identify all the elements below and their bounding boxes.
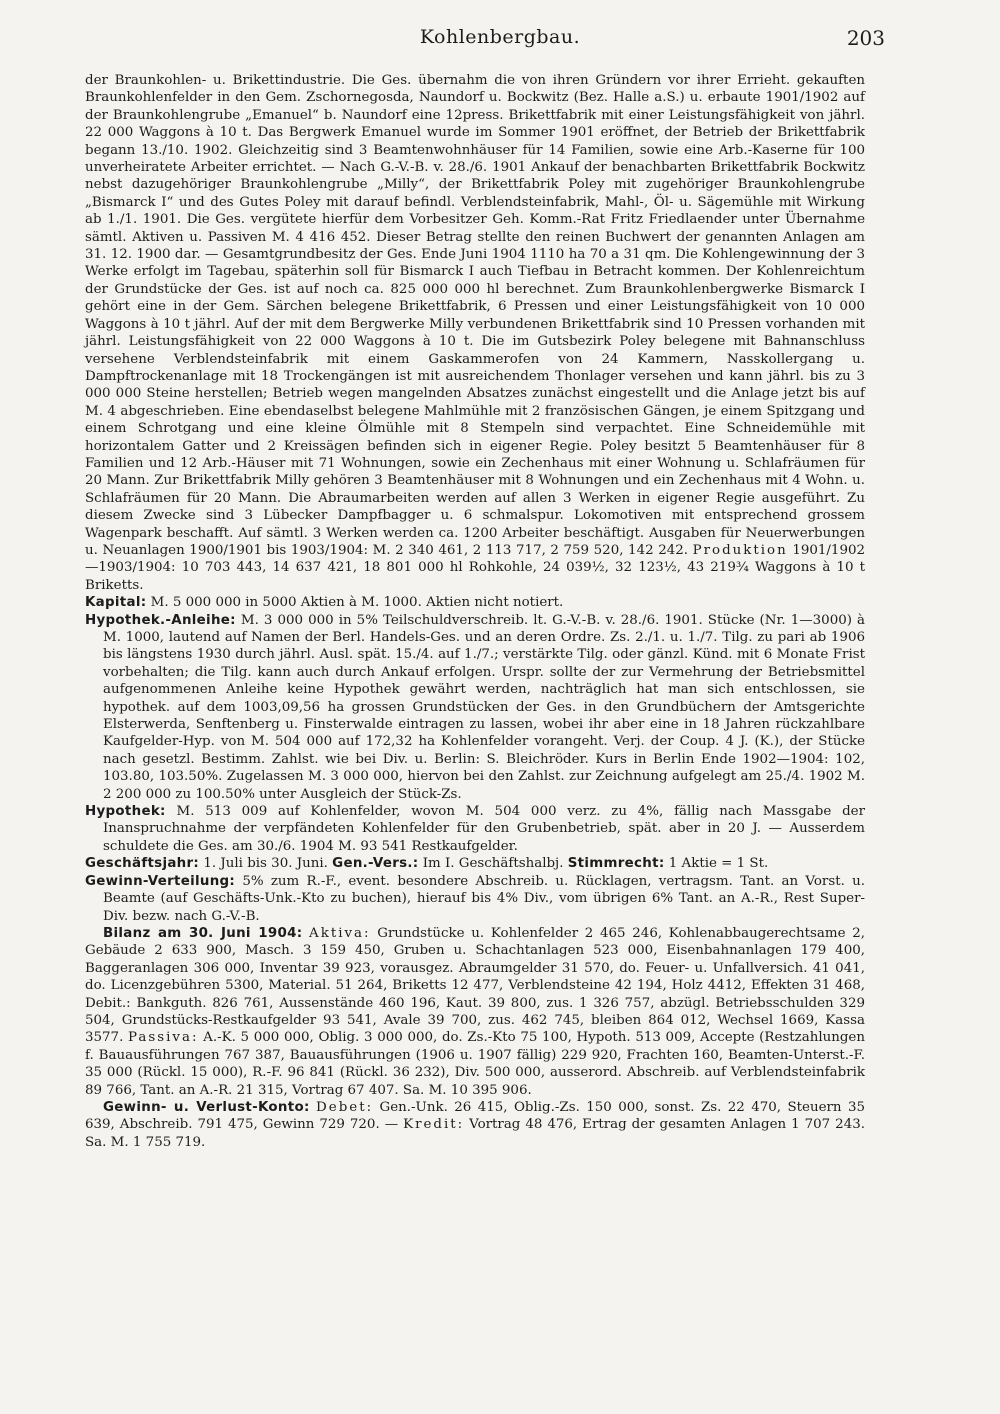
anleihe-label: Hypothek.-Anleihe: <box>85 612 236 628</box>
kredit-text: Vortrag 48 476, Ertrag der gesamten Anlagen 1 707 243. Sa. M. 1 755 719. <box>85 1117 865 1150</box>
production-text: 1901/1902—1903/1904: 10 703 443, 14 637 421, 18 801 000 hl Rohkohle, 24 039½, 32 123½, 43 219¾ Waggons à 10 t Briketts. <box>85 542 866 593</box>
passiva-label: Passiva: <box>128 1030 199 1046</box>
gen-vers-text: Im I. Geschäftshalbj. <box>422 856 564 872</box>
gen-vers-label: Gen.-Vers.: <box>332 856 419 872</box>
anleihe-text: M. 3 000 000 in 5% Teilschuldverschreib. lt. G.-V.-B. v. 28./6. 1901. Stücke (Nr. 1—3000) à M. 1000, lautend auf Namen der Berl. Handels-Ges. und an deren Ordre. Zs. 2./1. u. 1./7. Tilg. zu pari ab 1906 bis längstens 1930 durch jährl. Ausl. spät. 15./4. auf 1./7.; verstärkte Tilg. oder gänzl. Künd. mit 6 Monate Frist vorbehalten; die Tilg. kann auch durch Ankauf erfolgen. Urspr. sollte der zur Vermehrung der Betriebsmittel aufgenommenen Anleihe keine Hypothek gewährt werden, nachträglich hat man sich entschlossen, sie hypothek. auf dem 1003,09,56 ha grossen Grundstücken der Ges. in den Grundbüchern der Amtsgerichte Elsterwerda, Senftenberg u. Finsterwalde eintragen zu lassen, wobei ihr aber eine in 18 Jahren rückzahlbare Kaufgelder-Hyp. von M. 504 000 auf 172,32 ha Kohlenfelder vorangeht. Verj. der Coup. 4 J. (K.), der Stücke nach gesetzl. Bestimm. Zahlst. wie bei Div. u. Berlin: S. Bleichröder. Kurs in Berlin Ende 1902—1904: 102, 103.80, 103.50%. Zugelassen M. 3 000 000, hiervon bei den Zahlst. zur Zeichnung aufgelegt am 25./4. 1902 M. 2 200 000 zu 100.50% unter Ausgleich der Stück-Zs. <box>103 612 865 802</box>
geschaeftsjahr-section <box>85 855 865 872</box>
aktiva-text: Grundstücke u. Kohlenfelder 2 465 246, Kohlenabbaugerechtsame 2, Gebäude 2 633 900, Masch. 3 159 450, Gruben u. Schachtanlagen 523 000, Eisenbahnanlagen 179 400, Baggeranlagen 306 000, Inventar 39 923, vorausgez. Abraumgelder 31 570, do. Feuer- u. Unfallversich. 41 041, do. Licenzgebühren 5300, Material. 51 264, Briketts 12 477, Verblendsteine 42 194, Holz 4412, Effekten 31 468, Debit.: Bankguth. 826 761, Aussenstände 460 196, Kaut. 39 800, zus. 1 326 757, abzügl. Betriebsschulden 329 504, Grundstücks-Restkaufgelder 93 541, Avale 39 700, zus. 462 745, bleiben 864 012, Wechsel 1669, Kassa 3577. <box>85 925 865 1046</box>
hypothek-label: Hypothek: <box>85 804 166 820</box>
kapital-section <box>85 594 865 611</box>
aktiva-label: Aktiva: <box>309 925 371 941</box>
company-history-paragraph <box>85 72 865 594</box>
hypothek-section <box>85 803 865 855</box>
history-text: der Braunkohlen- u. Brikettindustrie. Die Ges. übernahm die von ihren Gründern vor ihrer Errieht. gekauften Braunkohlenfelder in den Gem. Zschornegosda, Naundorf u. Bockwitz (Bez. Halle a.S.) u. erbaute 1901/1902 auf der Braunkohlengrube „Emanuel“ b. Naundorf eine 12press. Brikettfabrik mit einer Leistungsfähigkeit von jährl. 22 000 Waggons à 10 t. Das Bergwerk Emanuel wurde im Sommer 1901 eröffnet, der Betrieb der Brikettfabrik begann 13./10. 1902. Gleichzeitig sind 3 Beamtenwohnhäuser für 14 Familien, sowie eine Arb.-Kaserne für 100 unverheiratete Arbeiter errichtet. — Nach G.-V.-B. v. 28./6. 1901 Ankauf der benachbarten Brikettfabrik Bockwitz nebst dazugehöriger Braunkohlengrube „Milly“, der Brikettfabrik Poley mit zugehöriger Braunkohlengrube „Bismarck I“ und des Gutes Poley mit darauf befindl. Verblendsteinfabrik, Mahl-, Öl- u. Sägemühle mit Wirkung ab 1./1. 1901. Die Ges. vergütete hierfür dem Vorbesitzer Geh. Komm.-Rat Fritz Friedlaender unter Übernahme sämtl. Aktiven u. Passiven M. 4 416 452. Dieser Betrag stellte den reinen Buchwert der genannten Anlagen am 31. 12. 1900 dar. — Gesamtgrundbesitz der Ges. Ende Juni 1904 1110 ha 70 a 31 qm. Die Kohlengewinnung der 3 Werke erfolgt im Tagebau, späterhin soll für Bismarck I auch Tiefbau in Betracht kommen. Der Kohlenreichtum der Grundstücke der Ges. ist auf noch ca. 825 000 000 hl berechnet. Zum Braunkohlenbergwerke Bismarck I gehört eine in der Gem. Särchen belegene Brikettfabrik, 6 Pressen und einer Leistungsfähigkeit von 10 000 Waggons à 10 t jährl. Auf der mit dem Bergwerke Milly verbundenen Brikettfabrik sind 10 Pressen vorhanden mit jährl. Leistungsfähigkeit von 22 000 Waggons à 10 t. Die im Gutsbezirk Poley belegene mit Bahnanschluss versehene Verblendsteinfabrik mit einem Gaskammerofen von 24 Kammern, Nasskollergang u. Dampftrockenanlage mit 18 Trockengängen ist mit ausreichendem Thonlager versehen und kann jährl. bis zu 3 000 000 Steine herstellen; Betrieb wegen mangelnden Absatzes zunächst eingestellt und die Anlage jetzt bis auf M. 4 abgeschrieben. Eine ebendaselbst belegene Mahlmühle mit 2 französischen Gängen, je einem Spitzgang und einem Schrotgang und eine kleine Ölmühle mit 8 Stempeln sind verpachtet. Eine Schneidemühle mit horizontalem Gatter und 2 Kreissägen befinden sich in eigener Regie. Poley besitzt 5 Beamtenhäuser für 8 Familien und 12 Arb.-Häuser mit 71 Wohnungen, sowie ein Zechenhaus mit einer Wohnung u. Schlafräumen für 20 Mann. Zur Brikettfabrik Milly gehören 3 Beamtenhäuser mit 8 Wohnungen und ein Zechenhaus mit 4 Wohn. u. Schlafräumen für 20 Mann. Die Abraumarbeiten werden auf allen 3 Werken in eigener Regie ausgeführt. Zu diesem Zwecke sind 3 Lübecker Dampfbagger u. 6 schmalspur. Lokomotiven mit entsprechend grossem Wagenpark beschafft. Auf sämtl. 3 Werken werden ca. 1200 Arbeiter beschäftigt. Ausgaben für Neuerwerbungen u. Neuanlagen 1900/1901 bis 1903/1904: M. 2 340 461, 2 113 717, 2 759 520, 142 242. <box>85 73 865 558</box>
article-body <box>85 72 865 1151</box>
kapital-text: M. 5 000 000 in 5000 Aktien à M. 1000. Aktien nicht notiert. <box>150 595 564 611</box>
debet-text: Gen.-Unk. 26 415, Oblig.-Zs. 150 000, sonst. Zs. 22 470, Steuern 35 639, Abschreib. 791 475, Gewinn 729 720. — <box>85 1099 865 1133</box>
stimmrecht-text: 1 Aktie = 1 St. <box>668 856 769 872</box>
passiva-text: A.-K. 5 000 000, Oblig. 3 000 000, do. Zs.-Kto 75 100, Hypoth. 513 009, Accepte (Restzahlungen f. Bauausführungen 767 387, Bauausführungen (1906 u. 1907 fällig) 229 920, Frachten 160, Beamten-Unterst.-F. 35 000 (Rückl. 15 000), R.-F. 96 841 (Rückl. 36 232), Div. 500 000, ausserord. Abschreib. auf Verblendsteinfabrik 89 766, Tant. an A.-R. 21 315, Vortrag 67 407. Sa. M. 10 395 906. <box>85 1030 865 1098</box>
running-title: Kohlenbergbau. <box>419 26 581 48</box>
bilanz-label: Bilanz am 30. Juni 1904: <box>103 925 303 941</box>
gewinn-verteilung-section <box>85 873 865 925</box>
production-label: Produktion <box>692 542 788 558</box>
hypothek-text: M. 513 009 auf Kohlenfelder, wovon M. 504 000 verz. zu 4%, fällig nach Massgabe der Inanspruchnahme der verpfändeten Kohlenfelder für den Grubenbetrieb, spät. aber in 20 J. — Ausserdem schuldete die Ges. am 30./6. 1904 M. 93 541 Restkaufgelder. <box>103 804 865 854</box>
kapital-label: Kapital: <box>85 595 147 611</box>
stimmrecht-label: Stimmrecht: <box>567 856 665 872</box>
anleihe-section <box>85 612 865 803</box>
page-number: 203 <box>846 26 885 50</box>
geschaeftsjahr-label: Geschäftsjahr: <box>85 856 200 872</box>
guv-section <box>85 1099 865 1151</box>
gewinn-verteilung-text: 5% zum R.-F., event. besondere Abschreib. u. Rücklagen, vertragsm. Tant. an Vorst. u. Beamte (auf Geschäfts-Unk.-Kto zu buchen), hierauf bis 4% Div., vom übrigen 6% Tant. an A.-R., Rest Super-Div. bezw. nach G.-V.-B. <box>103 873 865 924</box>
geschaeftsjahr-text: 1. Juli bis 30. Juni. <box>203 856 328 872</box>
page-header <box>0 26 1000 56</box>
kredit-label: Kredit: <box>403 1117 465 1133</box>
gewinn-verteilung-label: Gewinn-Verteilung: <box>85 873 236 889</box>
debet-label: Debet: <box>316 1099 374 1115</box>
bilanz-section <box>85 925 865 1099</box>
guv-label: Gewinn- u. Verlust-Konto: <box>103 1099 310 1115</box>
